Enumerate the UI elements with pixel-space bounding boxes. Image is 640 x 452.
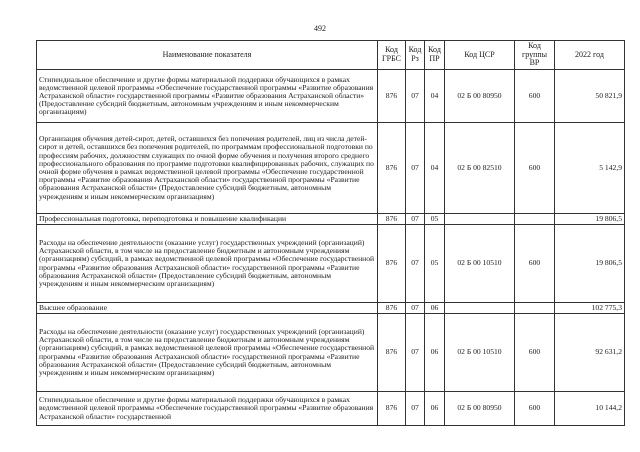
row-name: Стипендиальное обеспечение и другие формы материальной поддержки обучающихся в рамках ведомственной целевой программы «Обеспечение государственной программы «Развитие образования Астраханской области» государственной (37, 392, 378, 426)
header-rz: Код Рз (406, 41, 425, 70)
table-row (37, 225, 625, 303)
row-grbs: 876 (378, 392, 406, 426)
row-vr: 600 (515, 225, 555, 303)
row-name: Профессиональная подготовка, переподготовка и повышение квалификации (37, 214, 378, 225)
row-pr: 04 (425, 123, 445, 214)
table-row (37, 392, 625, 426)
row-rz: 07 (406, 123, 425, 214)
row-amount: 5 142,9 (555, 123, 625, 214)
budget-table (36, 40, 625, 426)
row-vr (515, 214, 555, 225)
row-name: Высшее образование (37, 303, 378, 314)
row-csr: 02 Б 00 10510 (445, 225, 515, 303)
header-row (37, 41, 625, 70)
table-row (37, 314, 625, 392)
row-name: Расходы на обеспечение деятельности (оказание услуг) государственных учреждений (организаций) Астраханской области, в том числе на предоставление бюджетным и автономным учреждениям (организациям) субсидий, в рамках ведомственной целевой программы «Обеспечение государственной программы «Развитие образования Астраханской области» государственной программы «Развитие образования Астраханской области» (Предоставление субсидий бюджетным, автономным учреждениям и иным некоммерческим организациям) (37, 225, 378, 303)
row-rz: 07 (406, 70, 425, 123)
row-rz: 07 (406, 392, 425, 426)
row-rz: 07 (406, 214, 425, 225)
row-csr: 02 Б 00 80950 (445, 70, 515, 123)
row-csr: 02 Б 00 10510 (445, 314, 515, 392)
row-vr: 600 (515, 123, 555, 214)
row-pr: 06 (425, 392, 445, 426)
header-year: 2022 год (555, 41, 625, 70)
row-name: Стипендиальное обеспечение и другие формы материальной поддержки обучающихся в рамках ведомственной целевой программы «Обеспечение государственной программы «Развитие образования Астраханской области» государственной программы «Развитие образования Астраханской области» (Предоставление субсидий бюджетным, автономным учреждениям и иным некоммерческим организациям) (37, 70, 378, 123)
row-amount: 19 806,5 (555, 225, 625, 303)
row-pr: 06 (425, 314, 445, 392)
row-amount: 92 631,2 (555, 314, 625, 392)
header-grbs: Код ГРБС (378, 41, 406, 70)
row-rz: 07 (406, 303, 425, 314)
row-amount: 19 806,5 (555, 214, 625, 225)
row-vr: 600 (515, 70, 555, 123)
header-csr: Код ЦСР (445, 41, 515, 70)
table-row (37, 303, 625, 314)
row-csr (445, 214, 515, 225)
row-pr: 04 (425, 70, 445, 123)
row-amount: 102 775,3 (555, 303, 625, 314)
row-vr (515, 303, 555, 314)
row-grbs: 876 (378, 214, 406, 225)
row-pr: 05 (425, 225, 445, 303)
row-amount: 10 144,2 (555, 392, 625, 426)
page-number: 492 (314, 24, 326, 33)
row-rz: 07 (406, 225, 425, 303)
row-csr: 02 Б 00 80950 (445, 392, 515, 426)
row-amount: 50 821,9 (555, 70, 625, 123)
table-row (37, 70, 625, 123)
row-grbs: 876 (378, 225, 406, 303)
row-vr: 600 (515, 314, 555, 392)
table-row (37, 214, 625, 225)
header-vr: Код группы ВР (515, 41, 555, 70)
row-pr: 06 (425, 303, 445, 314)
row-rz: 07 (406, 314, 425, 392)
row-grbs: 876 (378, 123, 406, 214)
row-name: Организация обучения детей-сирот, детей, оставшихся без попечения родителей, лиц из числа детей-сирот и детей, оставшихся без попечения родителей, по программам профессиональной подготовки по профессиям рабочих, должностям служащих по очной форме обучения и получения второго среднего профессионального образования по программе подготовки квалифицированных рабочих, служащих по очной форме обучения в рамках ведомственной целевой программы «Обеспечение государственной программы «Развитие образования Астраханской области» государственной программы «Развитие образования Астраханской области» (Предоставление субсидий бюджетным, автономным учреждениям и иным некоммерческим организациям) (37, 123, 378, 214)
row-grbs: 876 (378, 314, 406, 392)
header-name: Наименование показателя (37, 41, 378, 70)
row-csr: 02 Б 00 82510 (445, 123, 515, 214)
row-pr: 05 (425, 214, 445, 225)
header-pr: Код ПР (425, 41, 445, 70)
row-csr (445, 303, 515, 314)
row-vr: 600 (515, 392, 555, 426)
row-name: Расходы на обеспечение деятельности (оказание услуг) государственных учреждений (организаций) Астраханской области, в том числе на предоставление бюджетным и автономным учреждениям (организациям) субсидий, в рамках ведомственной целевой программы «Обеспечение государственной программы «Развитие образования Астраханской области» государственной программы «Развитие образования Астраханской области» (Предоставление субсидий бюджетным, автономным учреждениям и иным некоммерческим организациям) (37, 314, 378, 392)
table-row (37, 123, 625, 214)
row-grbs: 876 (378, 303, 406, 314)
row-grbs: 876 (378, 70, 406, 123)
